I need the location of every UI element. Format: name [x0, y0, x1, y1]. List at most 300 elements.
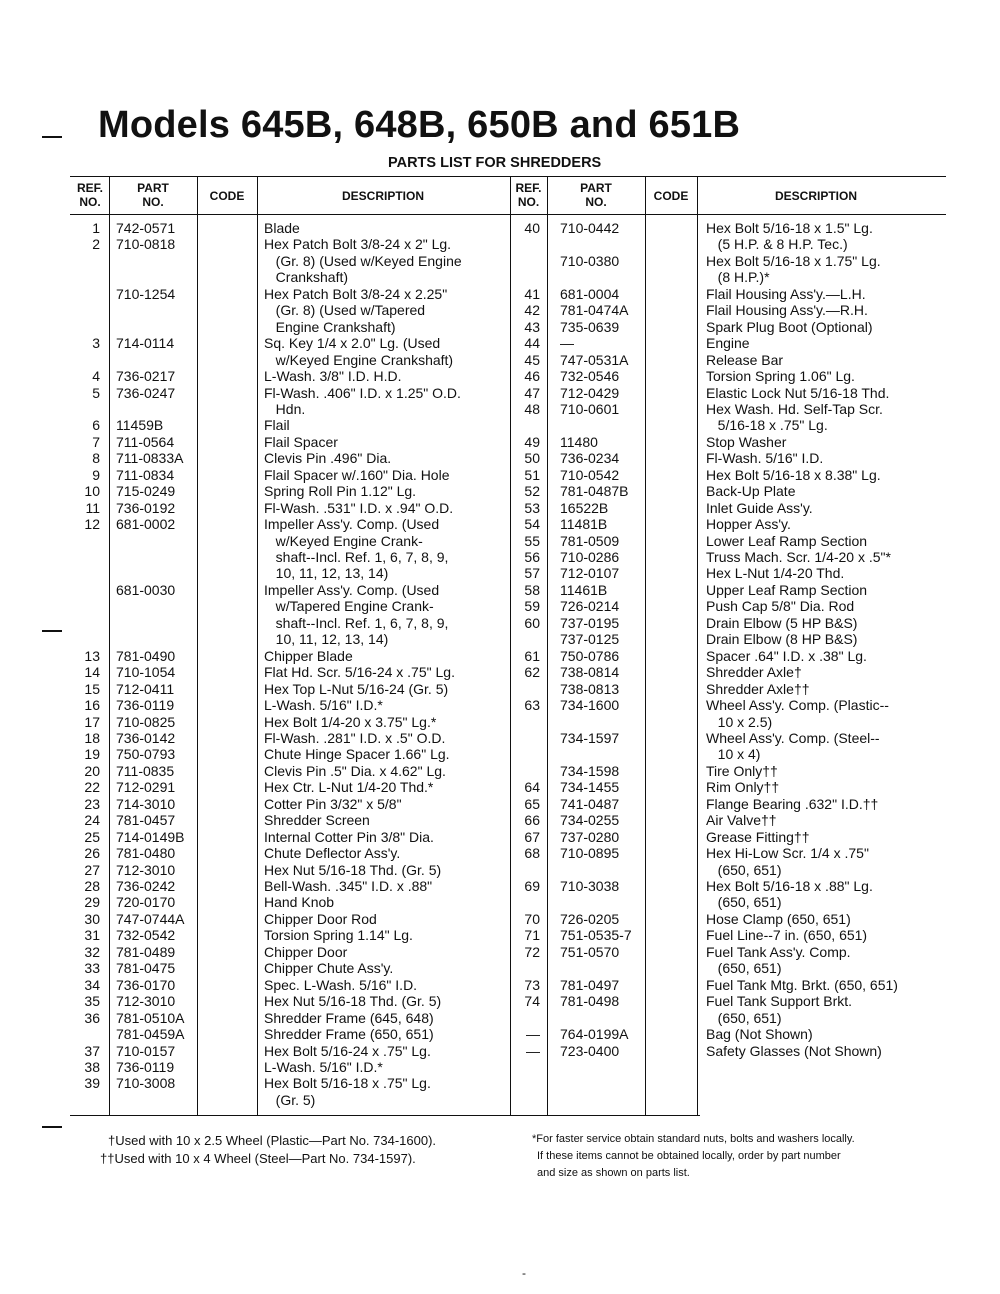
table-row — [0, 565, 1000, 582]
table-cell-description: Clevis Pin .5" Dia. x 4.62" Lg. — [264, 762, 446, 779]
table-cell-description: Hex Bolt 5/16-18 x 8.38" Lg. — [706, 466, 881, 483]
table-cell-part: 736-0247 — [116, 384, 176, 401]
table-cell-description: Shredder Axle†† — [706, 680, 810, 697]
table-cell-ref: 9 — [92, 466, 100, 483]
table-row — [0, 352, 1000, 369]
table-row — [0, 302, 1000, 319]
table-cell-description: Hex Nut 5/16-18 Thd. (Gr. 5) — [264, 993, 442, 1010]
table-cell-description: L-Wash. 5/16" I.D.* — [264, 697, 383, 714]
table-cell-part: 11481B — [560, 516, 608, 533]
table-cell-description: Bell-Wash. .345" I.D. x .88" — [264, 878, 433, 894]
table-row — [0, 730, 1000, 747]
table-cell-description: Cotter Pin 3/32" x 5/8" — [264, 795, 402, 812]
table-cell-part: 712-3010 — [116, 993, 176, 1010]
footnote-dagger: †Used with 10 x 2.5 Wheel (Plastic—Part No. 734-1600). — [108, 1133, 437, 1148]
table-cell-description: Hex Bolt 5/16-18 x 1.75" Lg. — [706, 252, 881, 269]
table-cell-part: 734-0255 — [560, 812, 620, 829]
table-cell-ref: 14 — [84, 664, 100, 681]
table-cell-ref: 65 — [524, 795, 540, 812]
table-cell-description: Release Bar — [706, 351, 784, 368]
table-cell-description: Tire Only†† — [706, 762, 778, 779]
table-cell-description: Crankshaft) — [264, 269, 349, 286]
table-row — [0, 1026, 1000, 1043]
table-cell-description: Hex Bolt 5/16-18 x 1.5" Lg. — [706, 220, 873, 236]
table-cell-ref: 40 — [524, 220, 540, 236]
table-cell-description: (650, 651) — [706, 894, 782, 911]
table-cell-description: Flail Housing Ass'y.—L.H. — [706, 285, 866, 302]
table-cell-part: 736-0170 — [116, 976, 176, 993]
table-cell-part: 681-0002 — [116, 516, 176, 533]
table-cell-ref: 31 — [84, 927, 100, 944]
table-cell-ref: 45 — [524, 351, 540, 368]
table-row — [0, 319, 1000, 336]
table-row — [0, 598, 1000, 615]
table-cell-ref: 24 — [84, 812, 100, 829]
table-cell-part: 711-0834 — [116, 466, 175, 483]
table-cell-description: Fuel Tank Support Brkt. — [706, 993, 853, 1010]
table-cell-part: 736-0234 — [560, 450, 620, 467]
table-cell-description: Fl-Wash. 5/16" I.D. — [706, 450, 824, 467]
table-cell-part: 710-0380 — [560, 252, 620, 269]
table-cell-ref: 1 — [92, 220, 100, 236]
table-cell-part: 736-0142 — [116, 729, 176, 746]
footnote-asterisk: *For faster service obtain standard nuts, bolts and washers locally. — [532, 1133, 855, 1145]
table-row — [0, 829, 1000, 846]
table-cell-ref: 7 — [92, 433, 100, 450]
table-cell-description: 10 x 4) — [706, 746, 761, 763]
table-cell-description: Flail Spacer — [264, 433, 338, 450]
table-cell-description: 10, 11, 12, 13, 14) — [264, 631, 389, 648]
table-cell-ref: 39 — [84, 1075, 100, 1092]
table-cell-part: — — [560, 335, 574, 352]
table-cell-ref: 41 — [524, 285, 540, 302]
table-cell-description: Drain Elbow (8 HP B&S) — [706, 631, 858, 648]
table-cell-ref: 71 — [524, 927, 540, 944]
table-cell-ref: 55 — [524, 532, 540, 549]
table-cell-part: 781-0510A — [116, 1009, 185, 1026]
table-row — [0, 467, 1000, 484]
header-description: DESCRIPTION — [341, 189, 424, 203]
table-cell-ref: 28 — [84, 878, 100, 894]
table-cell-description: Fuel Tank Mtg. Brkt. (650, 651) — [706, 976, 898, 993]
table-cell-ref: 34 — [84, 976, 100, 993]
table-cell-ref: 26 — [84, 845, 100, 862]
table-row — [0, 220, 1000, 237]
table-cell-ref: 11 — [85, 499, 100, 516]
header-part: PART NO. — [137, 181, 169, 209]
table-cell-ref: 3 — [92, 335, 100, 352]
table-cell-part: 750-0793 — [116, 746, 176, 763]
table-cell-part: 738-0813 — [560, 680, 620, 697]
table-cell-description: Spacer .64" I.D. x .38" Lg. — [706, 647, 867, 664]
table-row — [0, 236, 1000, 253]
table-cell-description: shaft--Incl. Ref. 1, 6, 7, 8, 9, — [264, 614, 449, 631]
table-cell-description: Hex Patch Bolt 3/8-24 x 2.25" — [264, 285, 448, 302]
table-row — [0, 417, 1000, 434]
table-cell-description: (Gr. 8) (Used w/Tapered — [264, 302, 426, 319]
table-cell-part: 712-0429 — [560, 384, 620, 401]
table-top-rule — [70, 176, 946, 177]
table-cell-part: 732-0546 — [560, 368, 620, 385]
table-cell-description: Torsion Spring 1.14" Lg. — [264, 927, 413, 944]
table-cell-part: 710-0286 — [560, 549, 620, 565]
table-cell-part: 715-0249 — [116, 483, 176, 500]
table-cell-description: w/Tapered Engine Crank- — [264, 598, 434, 615]
table-cell-description: Chipper Chute Ass'y. — [264, 960, 394, 977]
table-cell-ref: 46 — [524, 368, 540, 385]
table-cell-part: 781-0497 — [560, 976, 620, 993]
table-cell-part: 710-0825 — [116, 713, 176, 730]
table-cell-part: 712-3010 — [116, 861, 176, 878]
table-cell-part: 781-0487B — [560, 483, 629, 500]
table-cell-part: 710-0818 — [116, 236, 176, 253]
table-cell-part: 734-1597 — [560, 729, 620, 746]
table-cell-ref: 51 — [524, 466, 540, 483]
table-row — [0, 779, 1000, 796]
table-cell-description: Fl-Wash. .406" I.D. x 1.25" O.D. — [264, 384, 461, 401]
table-cell-part: 751-0535-7 — [560, 927, 632, 944]
table-row — [0, 977, 1000, 994]
table-cell-description: Torsion Spring 1.06" Lg. — [706, 368, 855, 385]
header-ref: REF. NO. — [515, 181, 542, 209]
table-row — [0, 944, 1000, 961]
table-cell-description: Shredder Screen — [264, 812, 370, 829]
table-row — [0, 763, 1000, 780]
table-cell-part: 735-0639 — [560, 318, 620, 335]
table-cell-part: 710-0895 — [560, 845, 620, 862]
table-cell-part: 712-0291 — [116, 779, 176, 796]
table-cell-description: w/Keyed Engine Crank- — [264, 532, 423, 549]
table-row — [0, 960, 1000, 977]
table-cell-ref: 74 — [524, 993, 540, 1010]
table-cell-description: L-Wash. 3/8" I.D. H.D. — [264, 368, 402, 385]
table-row — [0, 401, 1000, 418]
table-cell-description: Hex Top L-Nut 5/16-24 (Gr. 5) — [264, 680, 449, 697]
table-row — [0, 894, 1000, 911]
table-cell-description: Chipper Door — [264, 943, 348, 960]
table-cell-description: Hex Hi-Low Scr. 1/4 x .75" — [706, 845, 869, 862]
table-cell-description: Clevis Pin .496" Dia. — [264, 450, 392, 467]
table-cell-part: 710-1254 — [116, 285, 176, 302]
table-cell-description: Sq. Key 1/4 x 2.0" Lg. (Used — [264, 335, 441, 352]
table-row — [0, 533, 1000, 550]
table-cell-description: Shredder Frame (645, 648) — [264, 1009, 434, 1026]
table-cell-ref: 43 — [524, 318, 540, 335]
table-cell-ref: 4 — [92, 368, 100, 385]
table-cell-part: 781-0457 — [116, 812, 176, 829]
table-cell-part: 751-0570 — [560, 943, 620, 960]
table-cell-part: 711-0564 — [116, 433, 175, 450]
table-cell-part: 781-0480 — [116, 845, 176, 862]
table-cell-part: 781-0459A — [116, 1026, 185, 1043]
page-title: Models 645B, 648B, 650B and 651B — [98, 104, 741, 146]
table-cell-ref: 49 — [524, 433, 540, 450]
table-cell-ref: 73 — [524, 976, 540, 993]
table-cell-description: Fuel Line--7 in. (650, 651) — [706, 927, 868, 944]
table-cell-description: (Gr. 5) — [264, 1091, 316, 1108]
table-cell-description: Chipper Blade — [264, 647, 353, 664]
table-cell-description: (650, 651) — [706, 1009, 782, 1026]
table-cell-part: 738-0814 — [560, 664, 620, 681]
table-cell-part: 736-0242 — [116, 878, 176, 894]
table-cell-part: 681-0030 — [116, 581, 176, 598]
table-cell-ref: 10 — [84, 483, 100, 500]
table-row — [0, 911, 1000, 928]
table-cell-description: Hand Knob — [264, 894, 335, 911]
table-cell-ref: 27 — [84, 861, 100, 878]
table-cell-ref: 37 — [84, 1042, 100, 1059]
table-cell-description: Hex Wash. Hd. Self-Tap Scr. — [706, 400, 883, 417]
table-cell-part: 714-3010 — [116, 795, 176, 812]
table-cell-description: Wheel Ass'y. Comp. (Steel-- — [706, 729, 880, 746]
table-row — [0, 253, 1000, 270]
table-cell-ref: 63 — [524, 697, 540, 714]
table-cell-part: 747-0531A — [560, 351, 629, 368]
table-cell-part: 737-0125 — [560, 631, 620, 648]
table-cell-description: Hopper Ass'y. — [706, 516, 791, 533]
table-cell-ref: 58 — [524, 581, 540, 598]
table-cell-description: Flange Bearing .632" I.D.†† — [706, 795, 879, 812]
table-cell-description: Drain Elbow (5 HP B&S) — [706, 614, 858, 631]
table-cell-description: Impeller Ass'y. Comp. (Used — [264, 581, 440, 598]
table-cell-description: Hdn. — [264, 400, 306, 417]
table-row — [0, 664, 1000, 681]
table-cell-description: L-Wash. 5/16" I.D.* — [264, 1058, 383, 1075]
table-cell-ref: 18 — [84, 729, 100, 746]
table-cell-description: Upper Leaf Ramp Section — [706, 581, 868, 598]
header-code: CODE — [653, 189, 689, 203]
table-cell-ref: 66 — [524, 812, 540, 829]
table-row — [0, 385, 1000, 402]
table-cell-description: Internal Cotter Pin 3/8" Dia. — [264, 828, 434, 845]
table-cell-description: (Gr. 8) (Used w/Keyed Engine — [264, 252, 462, 269]
table-cell-ref: 19 — [84, 746, 100, 763]
table-cell-part: 710-0157 — [116, 1042, 176, 1059]
table-cell-description: Safety Glasses (Not Shown) — [706, 1042, 882, 1059]
header-ref: REF. NO. — [76, 181, 103, 209]
table-cell-description: Inlet Guide Ass'y. — [706, 499, 813, 516]
table-row — [0, 335, 1000, 352]
table-cell-part: 781-0489 — [116, 943, 176, 960]
table-cell-description: (5 H.P. & 8 H.P. Tec.) — [706, 236, 848, 253]
table-cell-description: Spring Roll Pin 1.12" Lg. — [264, 483, 417, 500]
table-cell-description: Lower Leaf Ramp Section — [706, 532, 868, 549]
table-cell-ref: 22 — [84, 779, 100, 796]
table-cell-description: Flat Hd. Scr. 5/16-24 x .75" Lg. — [264, 664, 455, 681]
table-cell-description: Hex Bolt 1/4-20 x 3.75" Lg.* — [264, 713, 437, 730]
table-cell-ref: 17 — [84, 713, 100, 730]
table-cell-part: 710-0542 — [560, 466, 620, 483]
table-cell-ref: 36 — [84, 1009, 100, 1026]
table-row — [0, 483, 1000, 500]
table-cell-part: 781-0509 — [560, 532, 620, 549]
header-description: DESCRIPTION — [774, 189, 857, 203]
table-cell-description: Shredder Axle† — [706, 664, 802, 681]
table-cell-ref: 72 — [524, 943, 540, 960]
page-subtitle: PARTS LIST FOR SHREDDERS — [388, 155, 602, 171]
table-cell-part: 750-0786 — [560, 647, 620, 664]
table-row — [0, 549, 1000, 566]
table-cell-ref: 32 — [84, 943, 100, 960]
table-cell-part: 723-0400 — [560, 1042, 620, 1059]
table-cell-part: 710-0601 — [560, 400, 620, 417]
table-cell-description: Hose Clamp (650, 651) — [706, 910, 851, 927]
table-row — [0, 1059, 1000, 1076]
table-cell-ref: 2 — [92, 236, 100, 253]
table-cell-ref: 38 — [84, 1058, 100, 1075]
table-cell-part: 781-0498 — [560, 993, 620, 1010]
table-cell-ref: 8 — [92, 450, 100, 467]
table-cell-description: Engine — [706, 335, 750, 352]
table-cell-part: 736-0119 — [116, 1058, 175, 1075]
table-row — [0, 648, 1000, 665]
table-cell-description: w/Keyed Engine Crankshaft) — [264, 351, 454, 368]
table-cell-description: 10, 11, 12, 13, 14) — [264, 565, 389, 582]
table-cell-description: Back-Up Plate — [706, 483, 796, 500]
table-cell-part: 726-0214 — [560, 598, 620, 615]
table-cell-ref: 50 — [524, 450, 540, 467]
header-part: PART NO. — [580, 181, 612, 209]
table-row — [0, 368, 1000, 385]
table-bottom-rule — [70, 1115, 510, 1116]
table-cell-description: Truss Mach. Scr. 1/4-20 x .5"* — [706, 549, 891, 565]
table-cell-description: Chute Hinge Spacer 1.66" Lg. — [264, 746, 450, 763]
table-cell-ref: 70 — [524, 910, 540, 927]
table-cell-part: 736-0217 — [116, 368, 176, 385]
table-cell-description: (650, 651) — [706, 960, 782, 977]
table-cell-description: Fl-Wash. .281" I.D. x .5" O.D. — [264, 729, 446, 746]
table-cell-ref: 5 — [92, 384, 100, 401]
table-row — [0, 927, 1000, 944]
table-row — [0, 615, 1000, 632]
table-cell-part: 710-3038 — [560, 878, 620, 894]
table-cell-part: 710-1054 — [116, 664, 176, 681]
table-cell-part: 711-0833A — [116, 450, 184, 467]
table-cell-ref: 69 — [524, 878, 540, 894]
table-cell-part: 710-3008 — [116, 1075, 176, 1092]
table-row — [0, 500, 1000, 517]
table-cell-description: Hex Ctr. L-Nut 1/4-20 Thd.* — [264, 779, 434, 796]
table-cell-part: 737-0195 — [560, 614, 620, 631]
table-cell-part: 742-0571 — [116, 220, 176, 236]
table-cell-part: 736-0192 — [116, 499, 176, 516]
table-row — [0, 697, 1000, 714]
table-cell-ref: 64 — [524, 779, 540, 796]
table-cell-description: 5/16-18 x .75" Lg. — [706, 417, 828, 434]
table-cell-description: Hex Nut 5/16-18 Thd. (Gr. 5) — [264, 861, 442, 878]
table-cell-part: 781-0474A — [560, 302, 629, 319]
table-cell-ref: 68 — [524, 845, 540, 862]
table-cell-description: Grease Fitting†† — [706, 828, 810, 845]
table-row — [0, 1092, 1000, 1109]
table-cell-ref: 23 — [84, 795, 100, 812]
table-cell-description: Impeller Ass'y. Comp. (Used — [264, 516, 440, 533]
table-cell-part: 714-0149B — [116, 828, 185, 845]
table-cell-ref: 20 — [84, 762, 100, 779]
table-cell-ref: 13 — [84, 647, 100, 664]
page-mark: - — [522, 1266, 526, 1280]
table-row — [0, 631, 1000, 648]
table-cell-description: (8 H.P.)* — [706, 269, 770, 286]
table-cell-ref: 25 — [84, 828, 100, 845]
table-row — [0, 845, 1000, 862]
table-cell-ref: 52 — [524, 483, 540, 500]
table-cell-description: Hex Patch Bolt 3/8-24 x 2" Lg. — [264, 236, 452, 253]
table-row — [0, 878, 1000, 895]
table-cell-ref: 35 — [84, 993, 100, 1010]
table-cell-part: 11480 — [560, 433, 598, 450]
table-row — [0, 450, 1000, 467]
table-cell-ref: 29 — [84, 894, 100, 911]
table-cell-description: Fl-Wash. .531" I.D. x .94" O.D. — [264, 499, 454, 516]
margin-mark — [42, 1126, 62, 1128]
table-cell-part: 16522B — [560, 499, 609, 516]
table-row — [0, 1010, 1000, 1027]
table-row — [0, 1075, 1000, 1092]
footnote-asterisk: If these items cannot be obtained locally, order by part number — [537, 1150, 841, 1162]
table-row — [0, 862, 1000, 879]
header-code: CODE — [209, 189, 245, 203]
table-cell-part: 764-0199A — [560, 1026, 629, 1043]
table-cell-part: 734-1600 — [560, 697, 620, 714]
table-cell-part: 732-0542 — [116, 927, 176, 944]
table-header-rule — [70, 214, 946, 215]
footnote-double-dagger: ††Used with 10 x 4 Wheel (Steel—Part No. 734-1597). — [100, 1151, 416, 1166]
table-cell-ref: 56 — [524, 549, 540, 565]
table-cell-description: Flail — [264, 417, 290, 434]
table-cell-description: 10 x 2.5) — [706, 713, 773, 730]
table-row — [0, 434, 1000, 451]
table-cell-part: 747-0744A — [116, 910, 185, 927]
table-cell-description: Push Cap 5/8" Dia. Rod — [706, 598, 855, 615]
table-cell-description: Shredder Frame (650, 651) — [264, 1026, 434, 1043]
table-cell-ref: 62 — [524, 664, 540, 681]
table-cell-description: Stop Washer — [706, 433, 787, 450]
table-cell-description: Hex Bolt 5/16-18 x .88" Lg. — [706, 878, 873, 894]
table-cell-ref: 61 — [524, 647, 540, 664]
table-cell-description: Hex L-Nut 1/4-20 Thd. — [706, 565, 845, 582]
table-cell-part: 11459B — [116, 417, 164, 434]
table-cell-part: 711-0835 — [116, 762, 175, 779]
table-cell-description: shaft--Incl. Ref. 1, 6, 7, 8, 9, — [264, 549, 449, 565]
table-cell-ref: 12 — [84, 516, 100, 533]
table-cell-ref: 57 — [524, 565, 540, 582]
table-cell-part: 736-0119 — [116, 697, 175, 714]
table-cell-description: Air Valve†† — [706, 812, 777, 829]
table-cell-description: Wheel Ass'y. Comp. (Plastic-- — [706, 697, 889, 714]
table-cell-description: Hex Bolt 5/16-24 x .75" Lg. — [264, 1042, 431, 1059]
table-cell-ref: 47 — [524, 384, 540, 401]
table-cell-description: Hex Bolt 5/16-18 x .75" Lg. — [264, 1075, 431, 1092]
table-cell-part: 741-0487 — [560, 795, 620, 812]
table-row — [0, 714, 1000, 731]
table-cell-ref: 15 — [84, 680, 100, 697]
table-cell-part: 720-0170 — [116, 894, 176, 911]
table-cell-ref: 53 — [524, 499, 540, 516]
table-cell-description: Spark Plug Boot (Optional) — [706, 318, 873, 335]
table-cell-part: 681-0004 — [560, 285, 620, 302]
table-row — [0, 812, 1000, 829]
table-cell-ref: 44 — [524, 335, 540, 352]
table-cell-ref: 6 — [92, 417, 100, 434]
table-cell-part: 710-0442 — [560, 220, 620, 236]
margin-mark — [42, 136, 62, 138]
table-cell-description: Blade — [264, 220, 300, 236]
table-row — [0, 269, 1000, 286]
table-cell-description: Fuel Tank Ass'y. Comp. — [706, 943, 851, 960]
table-row — [0, 286, 1000, 303]
table-cell-description: Flail Spacer w/.160" Dia. Hole — [264, 466, 450, 483]
